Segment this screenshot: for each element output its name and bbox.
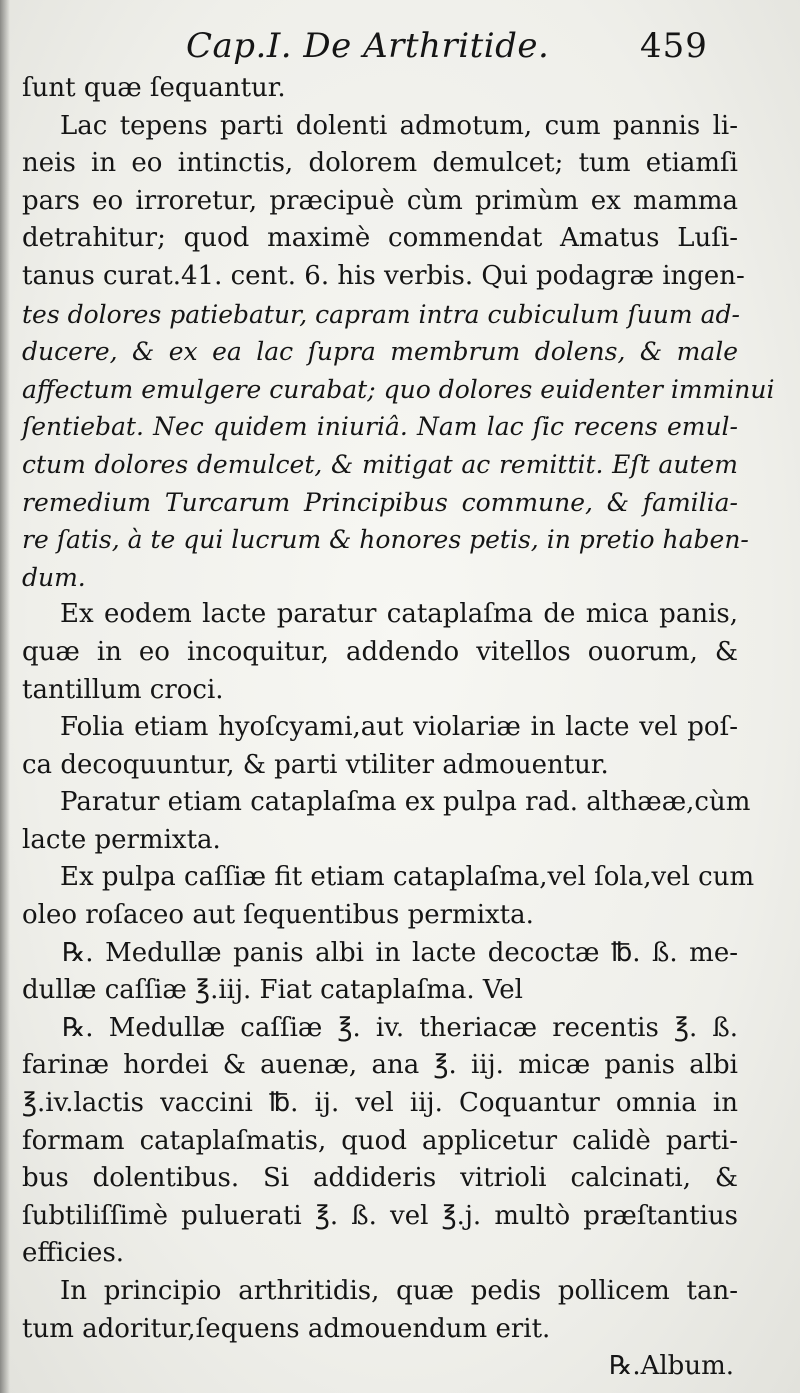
text-line: Folia etiam hyoſcyami,aut violariæ in lacte vel poſ- [60, 712, 738, 743]
text-line: dullæ caſſiæ ℥.iij. Fiat cataplaſma. Vel [22, 975, 523, 1006]
text-line: farinæ hordei & auenæ, ana ℥. iij. micæ panis albi [22, 1050, 738, 1081]
body-text [22, 70, 775, 1386]
text-line: ca decoquuntur, & parti vtiliter admouentur. [22, 749, 609, 780]
text-line: bus dolentibus. Si addideris vitrioli calcinati, & [22, 1163, 738, 1194]
text-line: ducere, & ex ea lac ſupra membrum dolens, & male [22, 337, 738, 367]
text-line: ctum dolores demulcet, & mitigat ac remittit. Eſt autem [22, 449, 738, 479]
text-line: tanus curat.41. cent. 6. his verbis. Qui podagræ ingen- [22, 260, 745, 291]
text-line: dum. [22, 562, 86, 592]
text-line: ℞. Medullæ caſſiæ ℥. iv. theriacæ recentis ℥. ß. [62, 1012, 738, 1043]
text-line: Ex eodem lacte paratur cataplaſma de mica panis, [60, 599, 738, 630]
text-line: tum adoritur,ſequens admouendum erit. [22, 1313, 551, 1344]
page-edge-shadow [0, 0, 10, 1393]
text-line: re ſatis, à te qui lucrum & honores petis, in pretio haben- [22, 525, 749, 555]
running-title: Cap.I. De Arthritide. [186, 26, 550, 66]
text-line: remedium Turcarum Principibus commune, & familia- [22, 487, 738, 517]
text-line: lacte permixta. [22, 824, 221, 855]
text-line: ſentiebat. Nec quidem iniuriâ. Nam lac ſic recens emul- [22, 412, 738, 442]
text-line: neis in eo intinctis, dolorem demulcet; tum etiamſi [22, 148, 738, 179]
catchword: ℞.Album. [609, 1351, 734, 1382]
text-line: ℥.iv.lactis vaccini ℔. ij. vel iij. Coquantur omnia in [22, 1088, 738, 1119]
text-line: ſubtiliſſimè puluerati ℥. ß. vel ℥.j. multò præſtantius [22, 1200, 738, 1231]
text-line: Paratur etiam cataplaſma ex pulpa rad. althææ,cùm [60, 787, 751, 818]
text-line: quæ in eo incoquitur, addendo vitellos ouorum, & [22, 636, 738, 667]
page-header [0, 14, 800, 74]
text-line: efficies. [22, 1238, 125, 1269]
text-line: In principio arthritidis, quæ pedis pollicem tan- [60, 1276, 738, 1306]
text-line: affectum emulgere curabat; quo dolores euidenter imminui [22, 374, 775, 404]
text-line: formam cataplaſmatis, quod applicetur calidè parti- [22, 1125, 738, 1156]
text-line: ſunt quæ ſequantur. [22, 73, 286, 103]
page-number: 459 [640, 26, 708, 66]
text-line: tantillum croci. [22, 674, 224, 705]
text-line: detrahitur; quod maximè commendat Amatus Luſi- [22, 223, 738, 254]
text-line: Ex pulpa caſſiæ fit etiam cataplaſma,vel ſola,vel cum [60, 862, 755, 893]
text-line: oleo roſaceo aut ſequentibus permixta. [22, 900, 534, 931]
text-line: pars eo irroretur, præcipuè cùm primùm ex mamma [22, 185, 738, 216]
text-line: Lac tepens parti dolenti admotum, cum pannis li- [60, 110, 738, 141]
text-line: tes dolores patiebatur, capram intra cubiculum ſuum ad- [22, 299, 740, 329]
text-line: ℞. Medullæ panis albi in lacte decoctæ ℔. ß. me- [62, 937, 738, 968]
